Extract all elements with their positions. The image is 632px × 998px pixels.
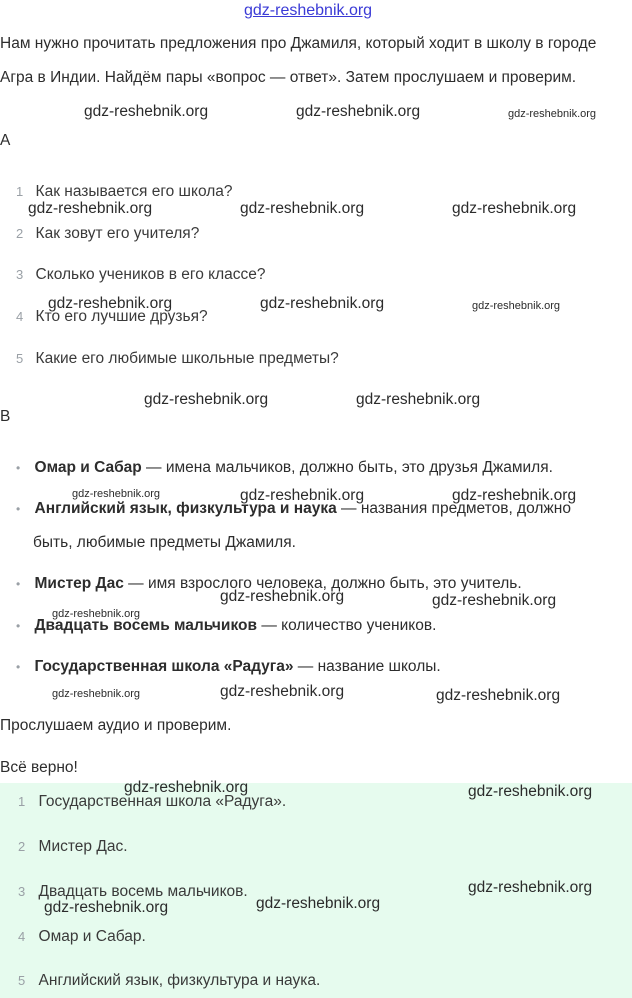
watermark: gdz-reshebnik.org xyxy=(72,488,161,500)
watermark: gdz-reshebnik.org xyxy=(256,895,381,912)
watermark: gdz-reshebnik.org xyxy=(220,588,345,605)
question-2 xyxy=(16,225,199,243)
question-text: Кто его лучшие друзья? xyxy=(35,308,208,325)
option-rest: — имена мальчиков, должно быть, это друзья Джамиля. xyxy=(141,459,553,476)
watermark: gdz-reshebnik.org xyxy=(124,779,249,796)
answer-number: 1 xyxy=(18,794,26,809)
watermark: gdz-reshebnik.org xyxy=(432,592,557,609)
answer-option-5 xyxy=(16,658,441,676)
watermark: gdz-reshebnik.org xyxy=(468,879,593,896)
watermark: gdz-reshebnik.org xyxy=(468,783,593,800)
correct-text: Всё верно! xyxy=(0,759,78,776)
answer-text: Мистер Дас. xyxy=(38,838,128,855)
option-bold: Английский язык, физкультура и наука xyxy=(34,500,337,517)
answer-number: 3 xyxy=(18,884,26,899)
question-1 xyxy=(16,183,233,201)
answer-number: 4 xyxy=(18,929,26,944)
bullet: • xyxy=(16,577,21,591)
option-bold: Омар и Сабар xyxy=(34,459,142,476)
section-a-label: A xyxy=(0,132,11,149)
question-3 xyxy=(16,266,266,284)
watermark: gdz-reshebnik.org xyxy=(28,200,153,217)
question-text: Как зовут его учителя? xyxy=(35,225,200,242)
option-rest: — названия предметов, должно xyxy=(336,500,571,517)
question-number: 5 xyxy=(16,351,24,366)
final-answer-4 xyxy=(18,928,146,946)
question-number: 2 xyxy=(16,226,24,241)
answer-option-2-continued: быть, любимые предметы Джамиля. xyxy=(33,534,296,551)
answer-text: Государственная школа «Радуга». xyxy=(38,793,287,810)
watermark: gdz-reshebnik.org xyxy=(240,487,365,504)
watermark: gdz-reshebnik.org xyxy=(452,200,577,217)
question-5 xyxy=(16,350,339,368)
watermark: gdz-reshebnik.org xyxy=(52,688,141,700)
watermark: gdz-reshebnik.org xyxy=(356,391,481,408)
watermark: gdz-reshebnik.org xyxy=(84,103,209,120)
question-text: Как называется его школа? xyxy=(35,183,233,200)
option-bold: Государственная школа «Радуга» xyxy=(34,658,294,675)
watermark: gdz-reshebnik.org xyxy=(508,108,597,120)
answer-number: 5 xyxy=(18,973,26,988)
answer-option-1 xyxy=(16,459,553,477)
watermark: gdz-reshebnik.org xyxy=(296,103,421,120)
bullet: • xyxy=(16,461,21,475)
question-number: 3 xyxy=(16,267,24,282)
section-b-label: B xyxy=(0,408,11,425)
listen-text: Прослушаем аудио и проверим. xyxy=(0,717,232,734)
watermark-top: gdz-reshebnik.org xyxy=(244,2,373,19)
question-number: 4 xyxy=(16,309,24,324)
question-text: Сколько учеников в его классе? xyxy=(35,266,266,283)
question-number: 1 xyxy=(16,184,24,199)
watermark: gdz-reshebnik.org xyxy=(260,295,385,312)
watermark: gdz-reshebnik.org xyxy=(436,687,561,704)
watermark: gdz-reshebnik.org xyxy=(452,487,577,504)
answer-text: Омар и Сабар. xyxy=(38,928,146,945)
option-rest: — название школы. xyxy=(293,658,441,675)
question-text: Какие его любимые школьные предметы? xyxy=(35,350,339,367)
option-rest: — имя взрослого человека, должно быть, это учитель. xyxy=(123,575,522,592)
bullet: • xyxy=(16,619,21,633)
intro-paragraph: Нам нужно прочитать предложения про Джамиля, который ходит в школу в городе Агра в Индии. Найдём пары «вопрос — ответ». Затем прослушаем и проверим. xyxy=(0,35,597,86)
answer-text: Английский язык, физкультура и наука. xyxy=(38,972,321,989)
answer-text: Двадцать восемь мальчиков. xyxy=(38,883,248,900)
watermark: gdz-reshebnik.org xyxy=(52,608,141,620)
bullet: • xyxy=(16,502,21,516)
final-answer-5 xyxy=(18,972,320,990)
watermark: gdz-reshebnik.org xyxy=(472,300,561,312)
bullet: • xyxy=(16,660,21,674)
final-answer-2 xyxy=(18,838,128,856)
watermark: gdz-reshebnik.org xyxy=(220,683,345,700)
watermark: gdz-reshebnik.org xyxy=(48,295,173,312)
watermark: gdz-reshebnik.org xyxy=(44,899,169,916)
option-rest: — количество учеников. xyxy=(257,617,437,634)
option-bold: Двадцать восемь мальчиков xyxy=(34,617,258,634)
answer-number: 2 xyxy=(18,839,26,854)
option-bold: Мистер Дас xyxy=(34,575,124,592)
watermark: gdz-reshebnik.org xyxy=(240,200,365,217)
watermark: gdz-reshebnik.org xyxy=(144,391,269,408)
